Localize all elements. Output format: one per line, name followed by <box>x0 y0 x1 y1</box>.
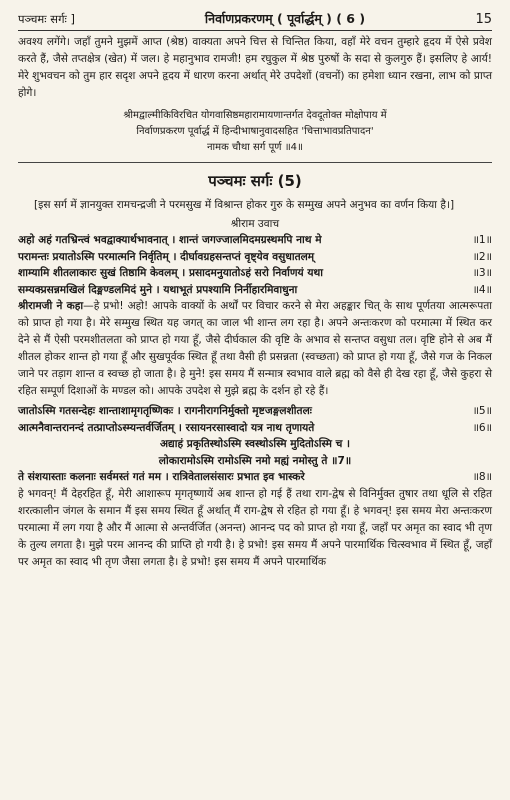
verse-line <box>18 453 492 470</box>
verse-block-1 <box>18 232 492 298</box>
verse-line <box>18 469 492 486</box>
page-number: 15 <box>475 12 492 27</box>
verse-number: ॥5॥ <box>472 405 492 417</box>
verse-line <box>18 403 492 420</box>
verse-number: ॥2॥ <box>472 250 492 263</box>
verse-line <box>18 265 492 282</box>
verse-number: ॥1॥ <box>472 234 492 246</box>
section-divider <box>18 162 492 163</box>
verse-number: ॥3॥ <box>472 267 492 279</box>
top-paragraph: अवश्य लगेंगे। जहाँ तुमने मुझमें आप्त (श्रेष्ठ) वाक्यता अपने चित्त से चिन्तित किया, वहाँ मेरे वचन तुम्हारे हृदय में ऐसे प्रवेश करते हैं, जैसे तप्तक्षेत्र (खेत) में जल। हे महानुभाव रामजी! हम रघुकुल में श्रेष्ठ पुरुषों के सदा से कुलगुरु हैं। इसलिए हे आर्य! मेरे शुभवचन को तुम हार सदृश अपने हृदय में धारण करना अर्थात् मेरे उपदेशों (वचनों) का हमेशा ध्यान रखना, लाभ को प्राप्त होगे। <box>18 36 492 99</box>
explanation-text: —हे प्रभो! अहो! आपके वाक्यों के अर्थों पर विचार करने से मेरा अहङ्कार चित् के साथ पूर्णतया आत्मरूपता को प्राप्त हो गया है। मेरे सम्मुख स्थित यह जगत् का जाल भी शान्त लग रहा है। अपने अन्तःकरण को परमात्मा में स्थित कर देने से मैं ऐसी परमशीतलता को प्राप्त हो गया हूँ, जैसे दीर्घकाल की वृष्टि के अभाव से सन्तप्त वसुधा तल। वृष्टि होने से अब मैं शीतल होकर शान्त हो गया हूँ और सुखपूर्वक स्थित हूँ तथा वैसी ही प्रसन्नता (स्वच्छता) को प्राप्त हो गया हूँ, जैसे गज के निकल जाने पर तड़ाग शान्त व स्वच्छ हो जाता है। हे मुने! इस समय मैं सन्मात्र स्वभाव वाले ब्रह्म को वैसे ही देख रहा हूँ, जैसे कुहरा से रहित सम्पूर्ण दिशाओं के मण्डल को। आपके उपदेश से मुझे ब्रह्म के दर्शन हो रहे हैं। <box>18 300 492 397</box>
verse-number: ॥7॥ <box>331 454 352 467</box>
verse-text: आत्मनैवान्तरानन्दं तत्प्राप्तोऽस्म्यन्तर्वर्जितम् । रसायनरसास्वादो यत्र नाथ तृणायते <box>18 421 315 434</box>
verse-line <box>18 436 492 453</box>
verse-line <box>18 282 492 299</box>
verse-number: ॥8॥ <box>472 471 492 483</box>
verse-text: जातोऽस्मि गतसन्देहः शान्ताशामृगतृष्णिकः । रागनीरागनिर्मुक्तो मृष्टजङ्गलशीतलः <box>18 405 312 417</box>
explanation-lead: श्रीरामजी ने कहा <box>18 300 84 312</box>
verse-number: ॥4॥ <box>472 283 492 296</box>
verse-text: परामन्तः प्रयातोऽस्मि परमात्मनि निर्वृतिम् । दीर्घावग्रहसन्तप्तं वृष्ट्येव वसुधातलम् <box>18 250 315 263</box>
verse-number: ॥6॥ <box>472 421 492 434</box>
colophon-line: नामक चौथा सर्ग पूर्ण ॥4॥ <box>206 142 304 153</box>
verse-text: सम्यक्प्रसन्नमखिलं दिङ्मण्डलमिदं मुने । यथाभूतं प्रपश्यामि निर्नीहारमिवाधुना <box>18 283 298 296</box>
verse-line <box>18 232 492 249</box>
verse-text: ते संशयास्ताः कलनाः सर्वमस्तं गतं मम । रात्रिवेतालसंसारः प्रभात इव भास्करे <box>18 471 305 483</box>
explanation-paragraph-2: हे भगवन्! मैं देहरहित हूँ, मेरी आशारूप मृगतृष्णायें अब शान्त हो गई हैं तथा राग-द्वेष से विनिर्मुक्त तुषार तथा धूलि से रहित शरत्कालीन जंगल के समान मैं इस समय स्थित हूँ अर्थात् मैं राग-द्वेष से रहित हो गया हूँ। हे भगवन्! इस समय मेरा अन्तःकरण परमात्मा में लग गया है और मैं आत्मा से अन्तर्वर्जित (अनन्त) आनन्द पद को प्राप्त हो गया हूँ, जहाँ पर अमृत का स्वाद भी तृण के तुल्य लगता है। मुझे परम आनन्द की प्राप्ति हो गयी है। हे प्रभो! इस समय मैं अपने पारमार्थिक चित्स्वभाव में स्थित हूँ, जहाँ पर अमृत का स्वाद भी तृण जैसा लगता है। हे प्रभो! इस समय मैं अपने पारमार्थिक <box>18 487 492 568</box>
header-title: निर्वाणप्रकरणम् ( पूर्वार्द्धम् ) ( 6 ) <box>204 11 366 26</box>
colophon-line: निर्वाणप्रकरण पूर्वार्द्ध में हिन्दीभाषानुवादसहित 'चित्ताभावप्रतिपादन' <box>136 126 374 137</box>
verse-text: शाम्यामि शीतलाकारः सुखं तिष्ठामि केवलम् । प्रसादमनुयातोऽहं सरो निर्वाणयं यथा <box>18 267 324 279</box>
verse-line <box>18 420 492 437</box>
colophon-line: श्रीमद्वाल्मीकिविरचित योगवासिष्ठमहारामायणान्तर्गत देवदूतोक्त मोक्षोपाय में <box>123 110 387 121</box>
colophon <box>18 108 492 156</box>
verse-block-2 <box>18 403 492 486</box>
verse-text: अद्याहं प्रकृतिस्थोऽस्मि स्वस्थोऽस्मि मुदितोऽस्मि च । <box>159 438 351 450</box>
verse-text: लोकारामोऽस्मि रामोऽस्मि नमो मह्यं नमोस्तु ते <box>158 454 328 467</box>
running-header <box>18 10 492 31</box>
speaker-heading: श्रीराम उवाच <box>230 218 280 230</box>
chapter-summary: [इस सर्ग में ज्ञानयुक्त रामचन्द्रजी ने परमसुख में विश्रान्त होकर गुरु के सम्मुख अपने अनुभव का वर्णन किया है।] <box>34 199 455 211</box>
verse-text: अहो अहं गतभ्रिन्त्वं भवद्वाक्यार्थभावनात् । शान्तं जगज्जालमिदमग्रस्थमपि नाथ मे <box>18 234 322 246</box>
verse-line <box>18 249 492 266</box>
explanation-paragraph-1 <box>18 298 492 400</box>
chapter-title: पञ्चमः सर्गः (5) <box>208 172 302 190</box>
header-chapter-ref: पञ्चमः सर्गः ] <box>18 12 76 26</box>
